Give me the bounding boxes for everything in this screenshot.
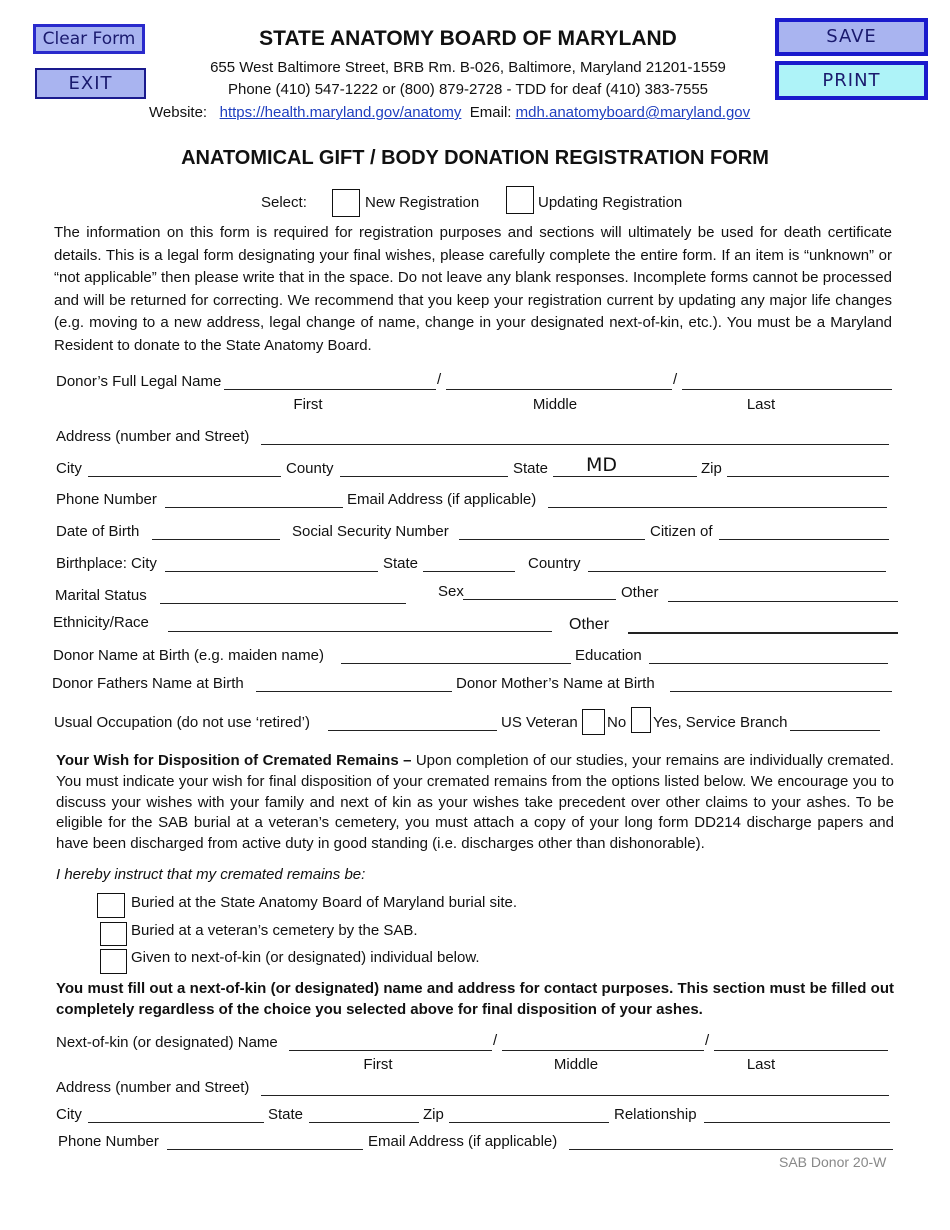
occupation-input[interactable]	[328, 714, 497, 731]
donor-county-input[interactable]	[340, 460, 508, 477]
nok-city-input[interactable]	[88, 1106, 264, 1123]
donor-first-name-input[interactable]	[224, 373, 436, 390]
slash: /	[493, 1032, 498, 1049]
save-button[interactable]: SAVE	[775, 18, 928, 56]
education-input[interactable]	[649, 647, 888, 664]
nok-last-name-input[interactable]	[714, 1034, 888, 1051]
birthplace-state-label: State	[383, 555, 419, 572]
website-label: Website:	[149, 104, 208, 121]
donor-email-label: Email Address (if applicable)	[347, 491, 537, 508]
veteran-yes-label: Yes, Service Branch	[653, 714, 788, 731]
clear-form-button[interactable]: Clear Form	[33, 24, 145, 54]
ssn-label: Social Security Number	[292, 523, 449, 540]
email-link[interactable]: mdh.anatomyboard@maryland.gov	[515, 104, 751, 121]
agency-title: STATE ANATOMY BOARD OF MARYLAND	[259, 27, 677, 50]
donor-zip-input[interactable]	[727, 460, 889, 477]
birthplace-city-input[interactable]	[165, 555, 378, 572]
donor-email-input[interactable]	[548, 491, 887, 508]
sex-input[interactable]	[463, 583, 616, 600]
nok-email-input[interactable]	[569, 1133, 893, 1150]
donor-phone-label: Phone Number	[56, 491, 157, 508]
birthplace-country-input[interactable]	[588, 555, 886, 572]
education-label: Education	[575, 647, 642, 664]
ethnicity-input[interactable]	[168, 615, 552, 632]
ssn-input[interactable]	[459, 523, 645, 540]
donor-state-label: State	[513, 460, 549, 477]
website-link[interactable]: https://health.maryland.gov/anatomy	[219, 104, 462, 121]
intro-paragraph: The information on this form is required for registration purposes and sections will ultimately be used for death certificate details. This is a legal form designating your final wishes, please carefully complete the entire form. If an item is “unknown” or “not applicable” then please write that in the space. Do not leave any blank responses. Incomplete forms cannot be processed and will be returned for correcting. We recommend that you keep your registration current by updating any major life changes (e.g. moving to a new address, legal change of name, change in your designated next-of-kin, etc.). You must be a Maryland Resident to donate to the State Anatomy Board.	[54, 224, 892, 354]
last-caption: Last	[746, 396, 776, 413]
nok-state-label: State	[268, 1106, 304, 1123]
instruct-label: I hereby instruct that my cremated remains be:	[56, 866, 366, 883]
nok-name-label: Next-of-kin (or designated) Name	[56, 1034, 278, 1051]
slash: /	[437, 371, 442, 388]
slash: /	[673, 371, 678, 388]
donor-county-label: County	[286, 460, 334, 477]
print-button[interactable]: PRINT	[775, 61, 928, 100]
disposition-paragraph	[56, 751, 894, 855]
nok-phone-input[interactable]	[167, 1133, 363, 1150]
ethnicity-label: Ethnicity/Race	[53, 614, 149, 631]
birth-name-input[interactable]	[341, 647, 571, 664]
nok-email-label: Email Address (if applicable)	[368, 1133, 558, 1150]
middle-caption: Middle	[532, 396, 578, 413]
nok-middle-caption: Middle	[553, 1056, 599, 1073]
father-name-label: Donor Fathers Name at Birth	[52, 675, 244, 692]
option-next-of-kin-checkbox[interactable]	[100, 949, 127, 974]
donor-city-input[interactable]	[88, 460, 281, 477]
nok-last-caption: Last	[746, 1056, 776, 1073]
donor-address-label: Address (number and Street)	[56, 428, 250, 445]
nok-phone-label: Phone Number	[58, 1133, 159, 1150]
donor-state-input[interactable]	[553, 460, 697, 477]
nok-address-label: Address (number and Street)	[56, 1079, 250, 1096]
nok-state-input[interactable]	[309, 1106, 419, 1123]
donor-address-input[interactable]	[261, 428, 889, 445]
disposition-heading: Your Wish for Disposition of Cremated Remains –	[56, 752, 412, 769]
mother-name-label: Donor Mother’s Name at Birth	[456, 675, 655, 692]
dob-label: Date of Birth	[56, 523, 140, 540]
donor-city-label: City	[56, 460, 82, 477]
citizen-input[interactable]	[719, 523, 889, 540]
nok-city-label: City	[56, 1106, 82, 1123]
donor-last-name-input[interactable]	[682, 373, 892, 390]
option-sab-burial-checkbox[interactable]	[97, 893, 125, 918]
nok-zip-input[interactable]	[449, 1106, 609, 1123]
new-registration-checkbox[interactable]	[332, 189, 360, 217]
form-code: SAB Donor 20-W	[779, 1154, 887, 1170]
option-veteran-cemetery-checkbox[interactable]	[100, 922, 127, 946]
sex-other-input[interactable]	[668, 585, 898, 602]
nok-zip-label: Zip	[423, 1106, 444, 1123]
birthplace-city-label: Birthplace: City	[56, 555, 157, 572]
dob-input[interactable]	[152, 523, 280, 540]
nok-first-caption: First	[363, 1056, 393, 1073]
slash: /	[705, 1032, 710, 1049]
select-label: Select:	[261, 194, 307, 211]
occupation-label: Usual Occupation (do not use ‘retired’)	[54, 714, 310, 731]
form-title: ANATOMICAL GIFT / BODY DONATION REGISTRATION FORM	[181, 147, 769, 169]
nok-relationship-input[interactable]	[704, 1106, 890, 1123]
marital-status-label: Marital Status	[55, 587, 147, 604]
sex-label: Sex	[438, 583, 464, 600]
donor-middle-name-input[interactable]	[446, 373, 672, 390]
birthplace-country-label: Country	[528, 555, 581, 572]
nok-middle-name-input[interactable]	[502, 1034, 704, 1051]
donor-name-label: Donor’s Full Legal Name	[56, 373, 222, 390]
option-next-of-kin-label: Given to next-of-kin (or designated) individual below.	[131, 949, 480, 966]
exit-button[interactable]: EXIT	[35, 68, 146, 99]
updating-registration-label: Updating Registration	[538, 194, 683, 211]
father-name-input[interactable]	[256, 675, 452, 692]
first-caption: First	[293, 396, 323, 413]
marital-status-input[interactable]	[160, 587, 406, 604]
donor-zip-label: Zip	[701, 460, 722, 477]
birth-name-label: Donor Name at Birth (e.g. maiden name)	[53, 647, 324, 664]
sex-other-label: Other	[621, 584, 659, 601]
donor-phone-input[interactable]	[165, 491, 343, 508]
veteran-yes-checkbox[interactable]	[631, 707, 651, 733]
service-branch-input[interactable]	[790, 714, 880, 731]
nok-first-name-input[interactable]	[289, 1034, 492, 1051]
veteran-no-label: No	[607, 714, 627, 731]
ethnicity-other-label: Other	[569, 616, 610, 633]
veteran-no-checkbox[interactable]	[582, 709, 605, 735]
disposition-text: Upon completion of our studies, your remains are individually cremated. You must indicate your wish for final disposition of your cremated remains from the options listed below. We encourage you to discuss your wishes with your family and next of kin as your wishes take precedent over other claims to your ashes. To be eligible for the SAB burial at a veteran’s cemetery, you must attach a copy of your long form DD214 discharge papers and have been discharged from active duty in good standing (i.e. discharges other than dishonorable).	[56, 752, 894, 853]
nok-notice: You must fill out a next-of-kin (or designated) name and address for contact purposes. This section must be filled out completely regardless of the choice you selected above for final disposition of your ashes.	[56, 980, 894, 1018]
agency-address: 655 West Baltimore Street, BRB Rm. B-026, Baltimore, Maryland 21201-1559	[210, 59, 726, 76]
updating-registration-checkbox[interactable]	[506, 186, 534, 214]
birthplace-state-input[interactable]	[423, 555, 515, 572]
donor-state-value: MD	[586, 454, 618, 476]
option-veteran-cemetery-label: Buried at a veteran’s cemetery by the SAB.	[131, 922, 418, 939]
citizen-label: Citizen of	[650, 523, 713, 540]
nok-relationship-label: Relationship	[614, 1106, 697, 1123]
agency-phone: Phone (410) 547-1222 or (800) 879-2728 - TDD for deaf (410) 383-7555	[227, 81, 709, 98]
ethnicity-other-input[interactable]	[628, 616, 898, 634]
mother-name-input[interactable]	[670, 675, 892, 692]
option-sab-burial-label: Buried at the State Anatomy Board of Maryland burial site.	[131, 894, 518, 911]
veteran-label: US Veteran	[501, 714, 578, 731]
new-registration-label: New Registration	[365, 194, 480, 211]
email-label: Email:	[469, 104, 512, 121]
website-row	[149, 104, 750, 122]
nok-address-input[interactable]	[261, 1079, 889, 1096]
